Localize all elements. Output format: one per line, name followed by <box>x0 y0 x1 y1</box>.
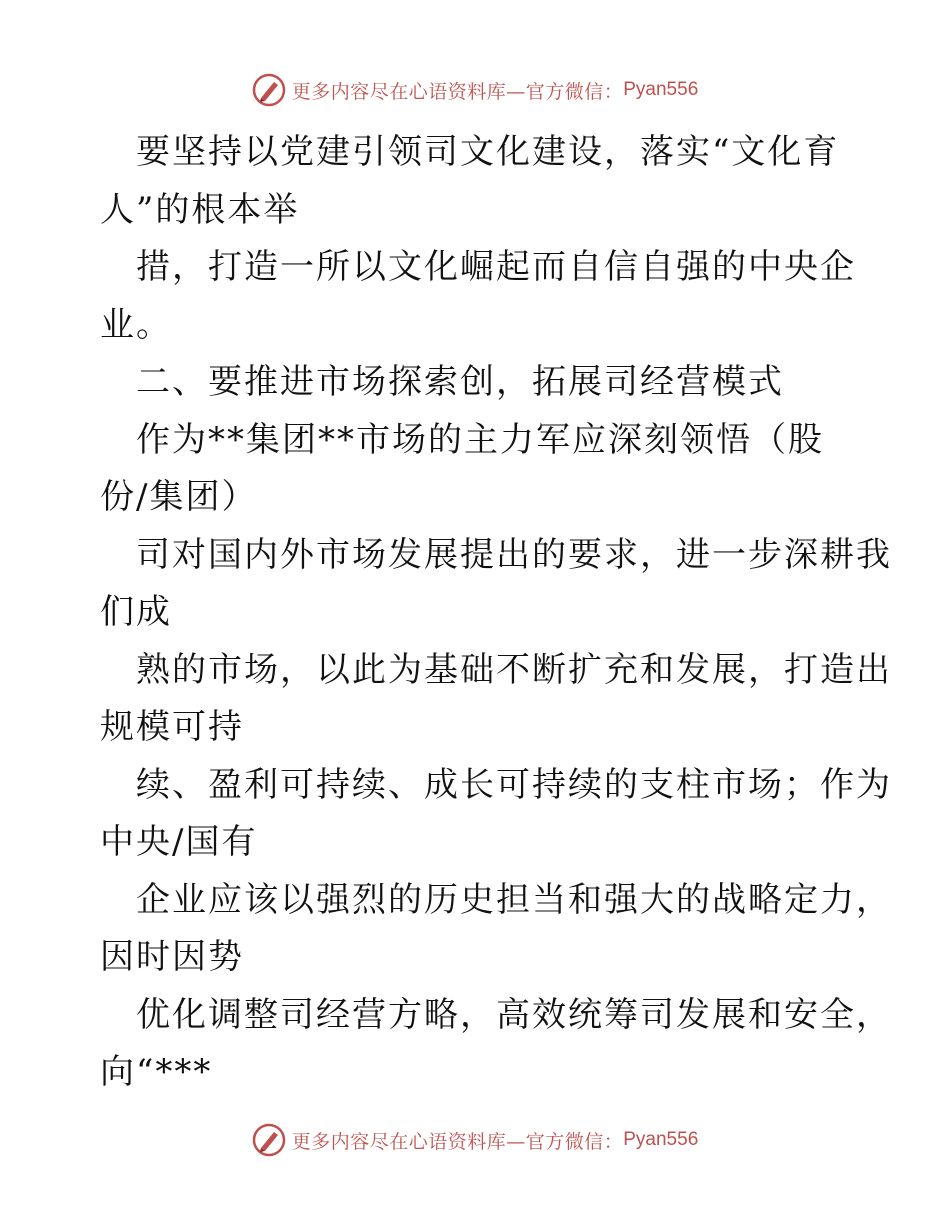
text-line: 企业应该以强烈的历史担当和强大的战略定力， <box>136 879 892 920</box>
text-line: 人”的根本举 <box>100 189 300 230</box>
text-line: 业。 <box>100 304 172 345</box>
text-line: 份/集团） <box>100 477 258 517</box>
document-body <box>100 124 892 1102</box>
text-line: 要坚持以党建引领司文化建设，落实“文化育 <box>136 132 840 172</box>
text-line: 续、盈利可持续、成长可持续的支柱市场；作为 <box>136 764 892 805</box>
text-line: 规模可持 <box>100 707 244 747</box>
text-line: 作为**集团**市场的主力军应深刻领悟（股 <box>136 419 824 460</box>
header-wechat-id: Pyan556 <box>623 79 699 100</box>
footer-banner-text: 更多内容尽在心语资料库—官方微信： <box>291 1130 624 1153</box>
text-line: 优化调整司经营方略，高效统筹司发展和安全， <box>136 994 892 1035</box>
text-line: 因时因势 <box>100 937 244 977</box>
text-line: 向“*** <box>100 1052 213 1092</box>
pen-logo-icon <box>252 1123 286 1157</box>
text-line: 司对国内外市场发展提出的要求，进一步深耕我 <box>136 534 892 575</box>
text-line: 熟的市场，以此为基础不断扩充和发展，打造出 <box>136 649 892 690</box>
section-heading: 二、要推进市场探索创，拓展司经营模式 <box>136 362 784 402</box>
text-line: 们成 <box>100 592 172 632</box>
text-line: 措，打造一所以文化崛起而自信自强的中央企 <box>136 247 856 287</box>
footer-banner <box>0 1120 950 1160</box>
header-banner-text: 更多内容尽在心语资料库—官方微信： <box>291 80 624 103</box>
pen-logo-icon <box>252 73 286 107</box>
footer-wechat-id: Pyan556 <box>623 1129 699 1150</box>
header-banner <box>0 70 950 110</box>
text-line: 中央/国有 <box>100 822 258 862</box>
